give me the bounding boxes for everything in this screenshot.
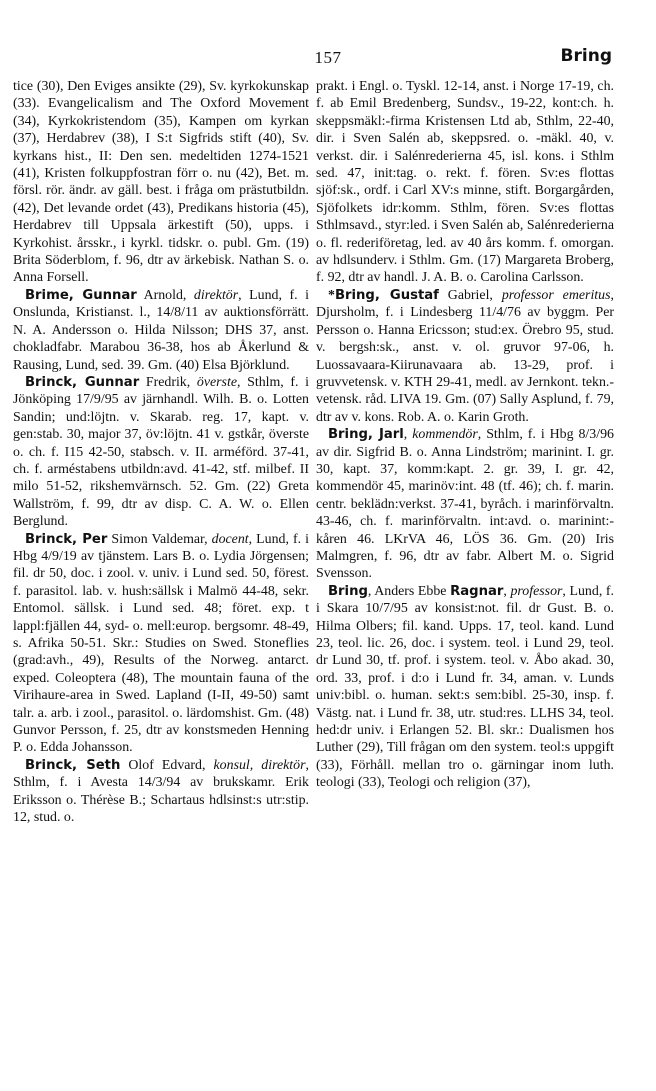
entry-continuation — [316, 78, 614, 287]
entry-text: , Lund, f. i Skara 10/7/95 av konsist:not. fil. dr Gust. B. o. Hilma Olbers; fil. kand. Upps. 17, teol. kand. Lund 23, teol. lic. 26, doc. i system. teol. i Lund 29, teol. dr Lund 30, tf. prof. i system. teol. v. Åbo akad. 30, ord. 33, prof. i d:o i Lund fr. 34, aman. v. Lunds univ:bibl. o. human. sekt:s sem:bibl. 25-30, insp. f. Västg. nat. i Lund fr. 38, utr. stud:res. LLHS 34, teol. hed:dr univ. i Erlangen 52. Bl. skr.: Dualismen hos Luther (29), Till frågan om den system. teol:s uppgift (33), Förhåll. mellan tro o. gärningar inom luth. teologi (33), Teologi och religion (37), — [316, 583, 614, 791]
entry-title: kommendör — [412, 427, 478, 443]
entry-given-names: , Anders Ebbe — [367, 583, 451, 599]
entry-given-names: Arnold, — [136, 287, 194, 303]
entry-headword: Bring, Jarl — [328, 427, 404, 443]
entry-given-names: , — [403, 427, 413, 443]
entry-title: docent — [211, 531, 249, 547]
entry-title: professor emeritus — [501, 287, 611, 303]
entry-text: , Djursholm, f. i Lindesberg 11/4/76 av byggm. Per Persson o. Hanna Ericsson; stud:ex. Örebro 95, stud. v. bergsh:sk., anst. v. ol. gruvor 97-06, h. Luossavaara-Kiirunavaara ab. 13-29, prof. i gruvvetensk. v. KTH 29-41, medl. av Jernkont. tekn.-vetensk. råd. LIVA 19. Gm. (07) Sally Asplund, f. 79, dtr av v. kons. Rob. A. o. Karin Groth. — [316, 287, 614, 425]
entry-text: , Sthlm, f. i Jönköping 17/9/95 av järnhandl. Wilh. B. o. Lotten Sandin; und:löjtn. v. Skarab. reg. 17, kapt. v. gen:stab. 30, major 37, öv:löjtn. 41 v. gstkår, överste o. ch. f. I15 42-50, stabsch. v. II. arméförd. 37-41, ch. f. arméstabens utbildn:avd. 41-42, stf. milbef. II milo 51-52, rikshemvärnsch. 52. Gm. (22) Greta Wallström, f. 99, dtr av disp. C. A. W. o. Ellen Berglund. — [13, 374, 310, 530]
entry-bring-jarl — [316, 426, 614, 583]
entry-given-names: Gabriel, — [438, 287, 502, 303]
entry-headword-secondary: Ragnar — [450, 583, 504, 599]
entry-marker: * — [328, 287, 335, 303]
entry-title: direktör — [193, 287, 239, 303]
entry-title: professor — [510, 583, 563, 599]
entry-given-names: Olof Edvard, — [120, 757, 214, 773]
right-column — [316, 78, 614, 792]
entry-brinck-seth — [13, 757, 309, 827]
entry-brinck-per — [13, 531, 309, 757]
running-head: Bring — [560, 46, 612, 66]
entry-text: tice (30), Den Eviges ansikte (29), Sv. kyrkokunskap (33). Evangelicalism and The Oxford Movement (34), Kyrkokristendom (35), Kampen om kyrkan (37), Herdabrev (38), I S:t Sigfrids stift (40), Sv. kyrkans hist., II: Den sen. medeltiden 1274-1521 (41), Kristen folkuppfostran förr o. nu (42), Bet. m. försl. rör. ändr. av gäll. best. i fråga om prästutbildn. (42), Det levande ordet (43), Predikans historia (45), Herdabrev till Uppsala ärkestift (50), upps. i Kyrkohist. årsskr., i kyrkl. tidskr. o. publ. Gm. (19) Brita Söderblom, f. 96, dtr av ärkebisk. Nathan S. o. Anna Forsell. — [13, 79, 309, 286]
entry-headword: Brinck, Per — [25, 531, 108, 547]
entry-brinck-gunnar — [13, 374, 309, 531]
entry-given-names: Simon Valdemar, — [107, 531, 212, 547]
entry-headword: Bring — [328, 583, 368, 599]
entry-given-names: Fredrik, — [139, 374, 197, 390]
entry-text: , Lund, f. i Hbg 4/9/19 av tjänstem. Lars B. o. Lydia Jörgensen; fil. dr 50, doc. i zool. v. univ. i Lund sed. 50, förest. f. parasitol. lab. v. hush:sällsk i Malmö 44-48, sekr. Entomol. sällsk. i Lund sed. 48; föret. exp. t lappl:fjällen 44, syd- o. mell:europ. bergsomr. 48-49, s. Afrika 50-51. Skr.: Studies on Swed. Stoneflies (grad:avh., 49), Results of the Norweg. antarct. exped. Coleoptera (48), The mountain fauna of the Virihaure-area in Swed. Lapland (I-II, 49-50) samt talr. a. arb. i zool., parasitol. o. lärdomshist. Gm. (48) Gunvor Persson, f. 25, dtr av konstsmeden Henning P. o. Edda Johansson. — [13, 531, 309, 756]
entry-headword: Brinck, Gunnar — [25, 374, 140, 390]
entry-bring-ragnar: Bring, Anders Ebbe Ragnar, professor, Lund, f. i Skara 10/7/95 av konsist:not. fil. dr Gust. B. o. Hilma Olbers; fil. kand. Upps. 17, teol. kand. Lund 23, teol. lic. 26, doc. i system. teol. i Lund 29, teol. dr Lund 30, tf. prof. i system. teol. v. Åbo akad. 30, ord. 33, prof. i d:o i Lund fr. 34, aman. v. Lunds univ:bibl. o. human. sekt:s sem:bibl. 25-30, insp. f. Västg. nat. i Lund fr. 38, utr. stud:res. LLHS 34, teol. hed:dr univ. i Erlangen 52. Bl. skr.: Dualismen hos Luther (29), Till frågan om den system. teol:s uppgift (33), Förhåll. mellan tro o. gärningar inom luth. teologi (33), Teologi och religion (37), — [316, 583, 614, 791]
left-column — [13, 78, 309, 826]
entry-text: , Sthlm, f. i Avesta 14/3/94 av brukskamr. Erik Eriksson o. Thérèse B.; Schartaus hdlsinst:s utr:stip. 12, stud. o. — [13, 757, 310, 826]
entry-title: konsul, direktör — [213, 757, 306, 773]
entry-headword: Bring, Gustaf — [334, 287, 439, 303]
page-header — [0, 44, 656, 70]
entry-headword: Brime, Gunnar — [25, 287, 137, 303]
page-number: 157 — [314, 48, 342, 67]
entry-title: överste — [196, 374, 237, 390]
entry-text: , Sthlm, f. i Hbg 8/3/96 av dir. Sigfrid B. o. Anna Lindström; marinint. I. gr. 30, kapt. 37, komm:kapt. 2. gr. 39, I. gr. 42, kommendör 45, marinöv:int. 48 (tf. 46); ch. f. marin. centr. beklädn:verkst. 37-41, byråch. i marinförvaltn. 43-46, ch. f. marinförvaltn. int:avd. o. marinint:-kåren 46. LKrVA 46, LÖS 36. Gm. (20) Iris Malmgren, f. 96, dtr av fabr. Albert M. o. Sigrid Svensson. — [316, 427, 614, 582]
entry-text: , Lund, f. i Onslunda, Kristianst. l., 14/8/11 av auktionsförrätt. N. A. Andersson o. Hilda Nilsson; DHS 37, anst. chokladfabr. Marabou 36-38, hos ab Åkerlund & Rausing, Lund, sed. 39. Gm. (40) Elsa Björklund. — [13, 287, 309, 373]
entry-continuation — [13, 78, 309, 287]
entry-text: prakt. i Engl. o. Tyskl. 12-14, anst. i Norge 17-19, ch. f. ab Emil Bredenberg, Sundsv., 19-22, kont:ch. h. skeppsmäkl:-firma Kristensen Ltd ab, Sthlm, 22-40, dir. i Sven Salén ab, skeppsred. o. -mäkl. 40, v. verkst. dir. i Salénrederierna 45, isl. kons. i Sthlm sed. 47, init:tag. o. rekt. f. fören. Sv:es flottas sjöf:sk., ordf. i Carl XV:s minne, stift. Borgargården, Sjöfolkets idr:komm. Sthlm, fören. Sv:es flottas Sthlmsavd., styr:led. i Sven Salén ab, Salénrederierna o. fl. rederiföretag, led. av 40 års komm. f. omorgan. av hdlsunderv. i Sthlm. Gm. (17) Margareta Broberg, f. 92, dtr av handl. J. A. B. o. Carolina Carlsson. — [316, 79, 614, 286]
entry-brime-gunnar — [13, 287, 309, 374]
entry-headword: Brinck, Seth — [25, 757, 121, 773]
entry-bring-gustaf — [316, 287, 614, 426]
